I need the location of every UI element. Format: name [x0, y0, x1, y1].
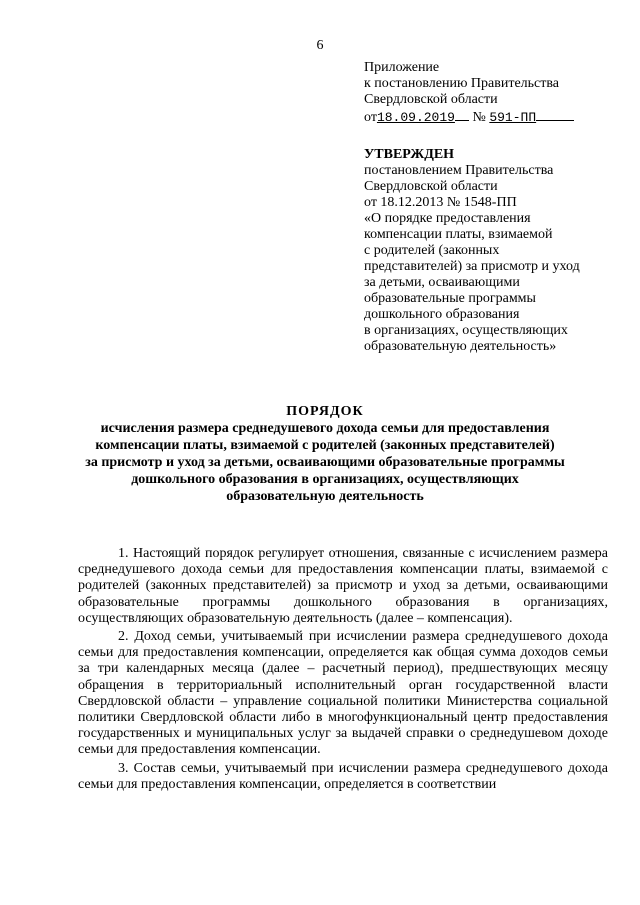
document-title: [60, 403, 590, 505]
number-underline: [536, 108, 574, 121]
approved-line: образовательные программы: [364, 291, 536, 306]
paragraph: 1. Настоящий порядок регулирует отношения, связанные с исчислением размера среднедушевого дохода семьи для предоставления компенсации платы, взимаемой с родителей (законных представителей) за присмотр и уход за детьми, осваивающими образовательные программы дошкольного образования в организациях, осуществляющих образовательную деятельность (далее – компенсация).: [78, 546, 608, 626]
approved-line: компенсации платы, взимаемой: [364, 227, 553, 242]
title-line: образовательную деятельность: [226, 489, 424, 504]
approved-line: «О порядке предоставления: [364, 211, 531, 226]
title-line: компенсации платы, взимаемой с родителей (законных представителей): [95, 438, 555, 453]
title-line: за присмотр и уход за детьми, осваивающими образовательные программы: [85, 455, 565, 470]
date-prefix: от: [364, 110, 377, 125]
date-value: 18.09.2019: [376, 110, 455, 125]
approved-line: представителей) за присмотр и уход: [364, 259, 580, 274]
approved-line: дошкольного образования: [364, 307, 520, 322]
approved-line: в организациях, осуществляющих: [364, 323, 568, 338]
page-number: 6: [316, 38, 324, 53]
approved-line: постановлением Правительства: [364, 163, 554, 178]
paragraph: 3. Состав семьи, учитываемый при исчислении размера среднедушевого дохода семьи для предоставления компенсации, определяется в соответствии: [78, 760, 608, 792]
title-main: ПОРЯДОК: [286, 404, 364, 419]
document-body: [78, 546, 608, 795]
title-line: исчисления размера среднедушевого дохода семьи для предоставления: [100, 421, 550, 436]
appendix-line: Приложение: [364, 60, 440, 75]
approved-line: с родителей (законных: [364, 243, 500, 258]
appendix-block: [364, 60, 574, 126]
appendix-date-line: [364, 108, 574, 126]
approved-line: Свердловской области: [364, 179, 498, 194]
title-line: дошкольного образования в организациях, осуществляющих: [131, 472, 519, 487]
approved-line: образовательную деятельность»: [364, 339, 557, 354]
appendix-line: к постановлению Правительства: [364, 76, 560, 91]
number-value: 591-ПП: [489, 110, 537, 125]
date-underline: [455, 108, 469, 121]
number-sign: №: [472, 110, 486, 125]
approved-block: [364, 147, 580, 355]
appendix-line: Свердловской области: [364, 92, 498, 107]
approved-heading: УТВЕРЖДЕН: [364, 147, 455, 162]
paragraph: 2. Доход семьи, учитываемый при исчислении размера среднедушевого дохода семьи для предоставления компенсации, определяется как общая сумма доходов семьи за три календарных месяца (далее – расчетный период), предшествующих месяцу обращения в территориальный исполнительный орган государственной власти Свердловской области – управление социальной политики Министерства социальной политики Свердловской области либо в многофункциональный центр предоставления государственных и муниципальных услуг за выдачей справки о среднедушевом доходе семьи для предоставления компенсации.: [78, 629, 608, 758]
approved-line: от 18.12.2013 № 1548-ПП: [364, 195, 517, 210]
approved-line: за детьми, осваивающими: [364, 275, 520, 290]
